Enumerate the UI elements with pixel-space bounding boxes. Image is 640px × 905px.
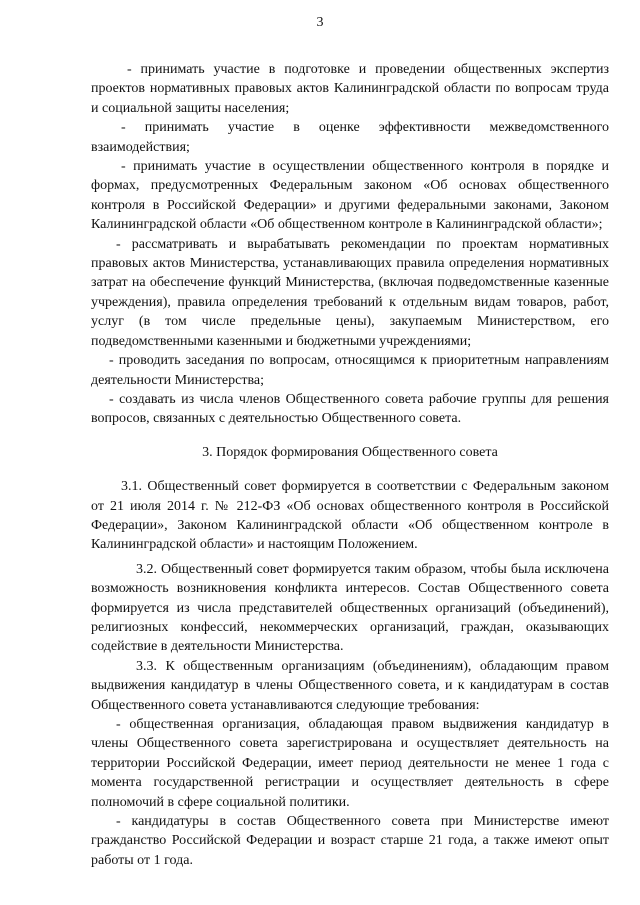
- paragraph-efficiency: - принимать участие в оценке эффективности межведомственного взаимодействия;: [91, 120, 609, 155]
- paragraph-recommendations: - рассматривать и вырабатывать рекомендации по проектам нормативных правовых актов Министерства, устанавливающих правила определения нормативных затрат на обеспечение функций Министерства, (включая подведомственные казенные учреждения), правила определения требований к отдельным видам товаров, работ, услуг (в том числе предельные цены), закупаемым Министерством, его подведомственными казенными и бюджетными учреждениями;: [91, 236, 609, 349]
- requirement-candidates: - кандидатуры в состав Общественного совета при Министерстве имеют гражданство Российской Федерации и возраст старше 21 года, а также имеют опыт работы от 1 года.: [91, 814, 609, 868]
- clause-3-3: 3.3. К общественным организациям (объединениям), обладающим правом выдвижения кандидатур в члены Общественного совета, и к кандидатурам в состав Общественного совета устанавливаются следующие требования:: [91, 658, 609, 713]
- clause-3-2: 3.2. Общественный совет формируется таким образом, чтобы была исключена возможность возникновения конфликта интересов. Состав Общественного совета формируется из числа представителей общественных организаций (объединений), религиозных конфессий, некоммерческих организаций, граждан, оказывающих содействие в деятельности Министерства.: [91, 561, 609, 655]
- document-body: [91, 60, 609, 870]
- paragraph-expertise: - принимать участие в подготовке и проведении общественных экспертиз проектов нормативных правовых актов Калининградской области по вопросам труда и социальной защиты населения;: [91, 62, 609, 116]
- paragraph-public-control: - принимать участие в осуществлении общественного контроля в порядке и формах, предусмотренных Федеральным законом «Об основах общественного контроля в Российской Федерации» и другими федеральными законами, Законом Калининградской области «Об общественном контроле в Калининградской области»;: [91, 159, 609, 233]
- requirement-organization: - общественная организация, обладающая правом выдвижения кандидатур в члены Общественного совета зарегистрирована и осуществляет деятельность на территории Российской Федерации, имеет период деятельности не менее 1 года с момента государственной регистрации и осуществляет деятельность в сфере полномочий в сфере социальной политики.: [91, 717, 609, 810]
- paragraph-meetings: - проводить заседания по вопросам, относящимся к приоритетным направлениям деятельности Министерства;: [91, 353, 609, 388]
- paragraph-working-groups: - создавать из числа членов Общественного совета рабочие группы для решения вопросов, связанных с деятельностью Общественного совета.: [91, 391, 609, 427]
- page-number: 3: [316, 15, 324, 30]
- clause-3-1: 3.1. Общественный совет формируется в соответствии с Федеральным законом от 21 июля 2014 г. № 212-ФЗ «Об основах общественного контроля в Российской Федерации», Законом Калининградской области «Об общественном контроле в Калининградской области» и настоящим Положением.: [91, 479, 609, 553]
- section-heading: 3. Порядок формирования Общественного совета: [202, 444, 498, 460]
